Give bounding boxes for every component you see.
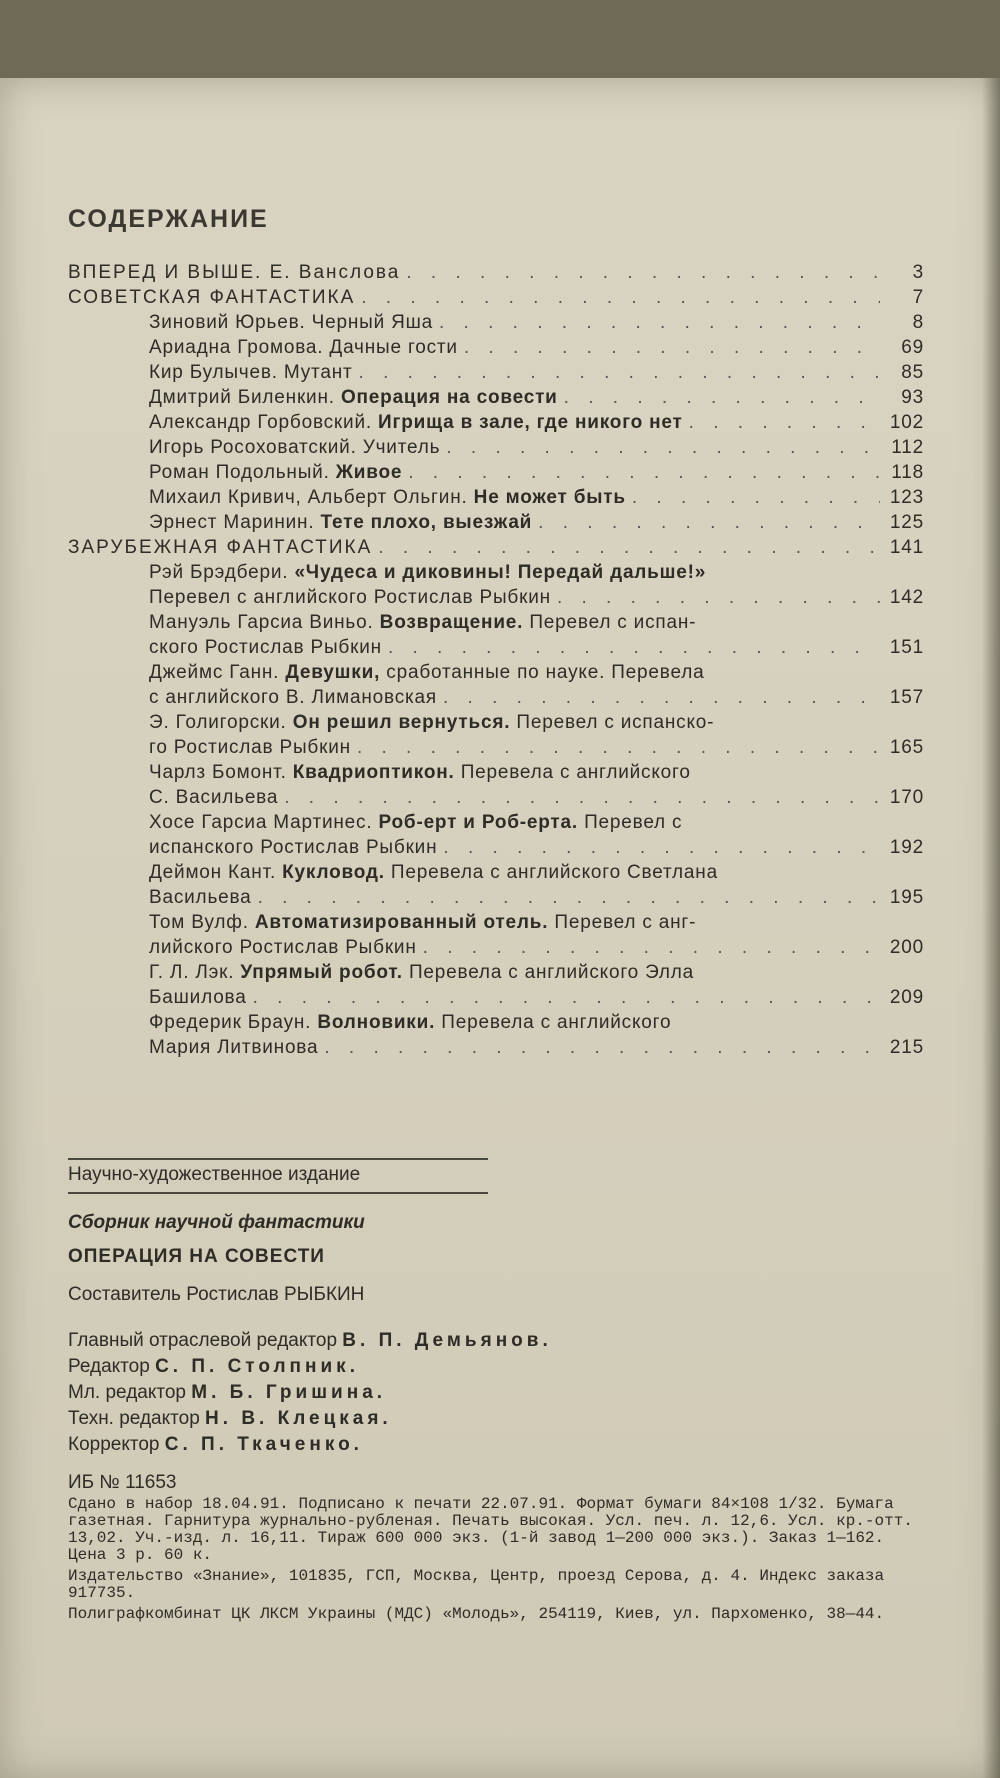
toc-work-title: Возвращение. (379, 612, 524, 633)
toc-leader-dots (564, 385, 880, 410)
toc-work-title: Кукловод. (282, 862, 385, 883)
toc-author: Михаил Кривич, Альберт Ольгин. (149, 487, 468, 508)
toc-entry (68, 460, 924, 485)
series-name: Сборник научной фантастики (68, 1212, 365, 1233)
toc-page-number: 123 (889, 487, 924, 508)
edition-kind: Научно-художественное издание (68, 1164, 488, 1194)
toc-page-number: 170 (889, 787, 924, 808)
staff-row (68, 1432, 928, 1458)
toc-entry (68, 485, 924, 510)
toc-author: Фредерик Браун. (149, 1012, 312, 1033)
toc-entry-text: Кир Булычев. Мутант (149, 362, 353, 383)
toc-author: Мануэль Гарсиа Виньо. (149, 612, 374, 633)
staff-role: Главный отраслевой редактор (68, 1330, 338, 1351)
toc-entry-line1 (68, 660, 924, 685)
toc-entry-text (149, 410, 683, 435)
toc-entry-text (149, 460, 402, 485)
staff-row (68, 1380, 928, 1406)
toc-entry-line2 (68, 985, 924, 1010)
toc-entry-line1 (68, 960, 924, 985)
toc-leader-dots (443, 835, 880, 860)
toc-entry-translator: С. Васильева (149, 787, 279, 808)
toc-work-title: Игрища в зале, где никого нет (378, 412, 683, 433)
toc-page-number: 141 (889, 537, 924, 558)
toc-entry-translator: Перевел с испан- (529, 612, 697, 633)
toc-work-title: Живое (335, 462, 403, 483)
toc-entry-line1 (68, 860, 924, 885)
toc-leader-dots (439, 310, 880, 335)
toc-entry-text: ЗАРУБЕЖНАЯ ФАНТАСТИКА (68, 537, 373, 558)
toc-work-title: Тете плохо, выезжай (320, 512, 533, 533)
toc-work-title: Роб-ерт и Роб-ерта. (378, 812, 578, 833)
staff-role: Мл. редактор (68, 1382, 186, 1403)
toc-page-number: 142 (889, 587, 924, 608)
toc-leader-dots (357, 735, 880, 760)
toc-entry-translator: лийского Ростислав Рыбкин (149, 937, 417, 958)
toc-page-number: 195 (889, 887, 924, 908)
toc-entry (68, 410, 924, 435)
toc-page-number: 8 (912, 312, 924, 333)
toc-entry-translator: Перевела с английского Элла (408, 962, 695, 983)
toc-page-number: 3 (912, 262, 924, 283)
toc-entry-line1 (68, 810, 924, 835)
toc-entry (68, 360, 924, 385)
staff-name: М. Б. Гришина. (191, 1382, 387, 1403)
toc-page-number: 118 (891, 462, 924, 483)
toc-entry-text (149, 385, 558, 410)
toc-entry-translator: сработанные по науке. Перевела (386, 662, 705, 683)
toc-entry-line1 (68, 1010, 924, 1035)
toc-work-title: Упрямый робот. (240, 962, 403, 983)
toc-entry-line2 (68, 685, 924, 710)
toc-leader-dots (689, 410, 880, 435)
toc-entry-translator: с английского В. Лимановская (149, 687, 437, 708)
toc-entry-line1 (68, 560, 924, 585)
toc-work-title: Автоматизированный отель. (254, 912, 549, 933)
toc-entry-text: Ариадна Громова. Дачные гости (149, 337, 458, 358)
staff-name: С. П. Ткаченко. (164, 1434, 363, 1455)
toc-title: СОДЕРЖАНИЕ (68, 205, 269, 233)
toc-page-number: 157 (889, 687, 924, 708)
toc-leader-dots (388, 635, 880, 660)
toc-author: Деймон Кант. (149, 862, 277, 883)
toc-author: Эрнест Маринин. (149, 512, 315, 533)
toc-author: Рэй Брэдбери. (149, 562, 289, 583)
toc-work-title: Волновики. (317, 1012, 436, 1033)
toc-leader-dots (408, 460, 880, 485)
toc-entry-line2 (68, 735, 924, 760)
staff-row (68, 1328, 928, 1354)
toc-page-number: 112 (891, 437, 924, 458)
toc-leader-dots (324, 1035, 880, 1060)
toc-entry-translator: Васильева (149, 887, 252, 908)
imprint-section (68, 1158, 928, 1623)
staff-role: Редактор (68, 1356, 150, 1377)
imprint-top-rule (68, 1158, 488, 1160)
toc-leader-dots (538, 510, 880, 535)
toc-entry (68, 535, 924, 560)
toc-author: Дмитрий Биленкин. (149, 387, 335, 408)
toc-entry-text: ВПЕРЕД И ВЫШЕ. Е. Ванслова (68, 262, 401, 283)
toc-author: Э. Голигорски. (149, 712, 287, 733)
toc-entry-translator: Перевел с английского Ростислав Рыбкин (149, 587, 551, 608)
toc-entry-line2 (68, 835, 924, 860)
toc-entry-translator: го Ростислав Рыбкин (149, 737, 351, 758)
toc-entry-line1 (68, 760, 924, 785)
toc-entry-line1 (68, 910, 924, 935)
toc-entry-translator: Башилова (149, 987, 247, 1008)
toc-page-number: 93 (901, 387, 924, 408)
print-info: Сдано в набор 18.04.91. Подписано к печати 22.07.91. Формат бумаги 84×108 1/32. Бумага газетная. Гарнитура журнально-рубленая. Печать высокая. Усл. печ. л. 12,6. Усл. кр.-отт. 13,02. Уч.-изд. л. 16,11. Тираж 600 000 экз. (1-й завод 1—200 000 экз.). Заказ 1—162. Цена 3 р. 60 к. (68, 1495, 913, 1564)
staff-row (68, 1406, 928, 1432)
toc-work-title: Не может быть (473, 487, 626, 508)
toc-page-number: 125 (889, 512, 924, 533)
toc-leader-dots (423, 935, 880, 960)
toc-author: Г. Л. Лэк. (149, 962, 235, 983)
toc-author: Том Вулф. (149, 912, 249, 933)
editorial-staff (68, 1328, 928, 1458)
toc-entry-text: Игорь Росоховатский. Учитель (149, 437, 441, 458)
toc-entry-text: Зиновий Юрьев. Черный Яша (149, 312, 433, 333)
toc-entry-text (149, 485, 626, 510)
toc-work-title: Девушки, (285, 662, 381, 683)
toc-leader-dots (443, 685, 880, 710)
staff-name: Н. В. Клецкая. (205, 1408, 392, 1429)
toc-entry (68, 335, 924, 360)
toc-entry-translator: Перевела с английского Светлана (390, 862, 718, 883)
toc-entry-translator: испанского Ростислав Рыбкин (149, 837, 438, 858)
toc-page-number: 165 (889, 737, 924, 758)
staff-name: С. П. Столпник. (155, 1356, 359, 1377)
toc-leader-dots (446, 435, 880, 460)
toc-page-number: 209 (889, 987, 924, 1008)
toc-entry-translator: Перевел с (584, 812, 683, 833)
toc-entry-line2 (68, 635, 924, 660)
toc-author: Чарлз Бомонт. (149, 762, 287, 783)
toc-entry-translator: ского Ростислав Рыбкин (149, 637, 382, 658)
toc-entry-translator: Мария Литвинова (149, 1037, 319, 1058)
staff-role: Техн. редактор (68, 1408, 200, 1429)
toc-leader-dots (359, 360, 880, 385)
toc-page-number: 7 (912, 287, 924, 308)
toc-entry-line2 (68, 935, 924, 960)
toc-entry (68, 435, 924, 460)
toc-entry-translator: Перевела с английского (441, 1012, 672, 1033)
toc-entry-line1 (68, 710, 924, 735)
page-spine-shadow (982, 78, 1000, 1778)
staff-role: Корректор (68, 1434, 160, 1455)
toc-entry-line2 (68, 885, 924, 910)
toc-leader-dots (284, 785, 880, 810)
toc-work-title: Он решил вернуться. (292, 712, 511, 733)
toc-leader-dots (253, 985, 880, 1010)
toc-work-title: Квадриоптикон. (292, 762, 455, 783)
toc-author: Александр Горбовский. (149, 412, 372, 433)
toc-work-title: Операция на совести (340, 387, 558, 408)
staff-name: В. П. Демьянов. (342, 1330, 552, 1351)
toc-entry-translator: Перевела с английского (460, 762, 691, 783)
toc-leader-dots (378, 535, 880, 560)
toc-author: Роман Подольный. (149, 462, 330, 483)
book-title: ОПЕРАЦИЯ НА СОВЕСТИ (68, 1246, 325, 1267)
toc-entry-line2 (68, 785, 924, 810)
toc-entry-text (149, 510, 532, 535)
toc-entry (68, 285, 924, 310)
compiler: Составитель Ростислав РЫБКИН (68, 1284, 365, 1305)
toc-entry-line1 (68, 610, 924, 635)
printer-info: Полиграфкомбинат ЦК ЛКСМ Украины (МДС) «Молодь», 254119, Киев, ул. Пархоменко, 38—44. (68, 1605, 885, 1623)
toc-leader-dots (557, 585, 880, 610)
toc-entry-translator: Перевел с испанско- (516, 712, 715, 733)
toc-author: Джеймс Ганн. (149, 662, 280, 683)
toc-entry-text: СОВЕТСКАЯ ФАНТАСТИКА (68, 287, 356, 308)
toc-work-title: «Чудеса и диковины! Передай дальше!» (294, 562, 707, 583)
ib-number: ИБ № 11653 (68, 1472, 177, 1493)
toc-page-number: 200 (889, 937, 924, 958)
toc-author: Хосе Гарсиа Мартинес. (149, 812, 373, 833)
toc-entry (68, 310, 924, 335)
toc-page-number: 192 (889, 837, 924, 858)
toc-entry-line2 (68, 585, 924, 610)
staff-row (68, 1354, 928, 1380)
toc-leader-dots (464, 335, 880, 360)
toc-page-number: 85 (901, 362, 924, 383)
toc-leader-dots (361, 285, 880, 310)
toc-leader-dots (406, 260, 880, 285)
toc-page-number: 151 (889, 637, 924, 658)
toc-entry-translator: Перевел с анг- (554, 912, 697, 933)
toc-page-number: 102 (889, 412, 924, 433)
toc-entry (68, 260, 924, 285)
toc-page-number: 69 (901, 337, 924, 358)
toc-entry (68, 385, 924, 410)
publisher-info: Издательство «Знание», 101835, ГСП, Москва, Центр, проезд Серова, д. 4. Индекс заказа 917735. (68, 1567, 885, 1602)
toc-leader-dots (258, 885, 880, 910)
table-of-contents (68, 205, 924, 1060)
toc-entry (68, 510, 924, 535)
toc-page-number: 215 (889, 1037, 924, 1058)
toc-leader-dots (632, 485, 880, 510)
toc-entry-line2 (68, 1035, 924, 1060)
